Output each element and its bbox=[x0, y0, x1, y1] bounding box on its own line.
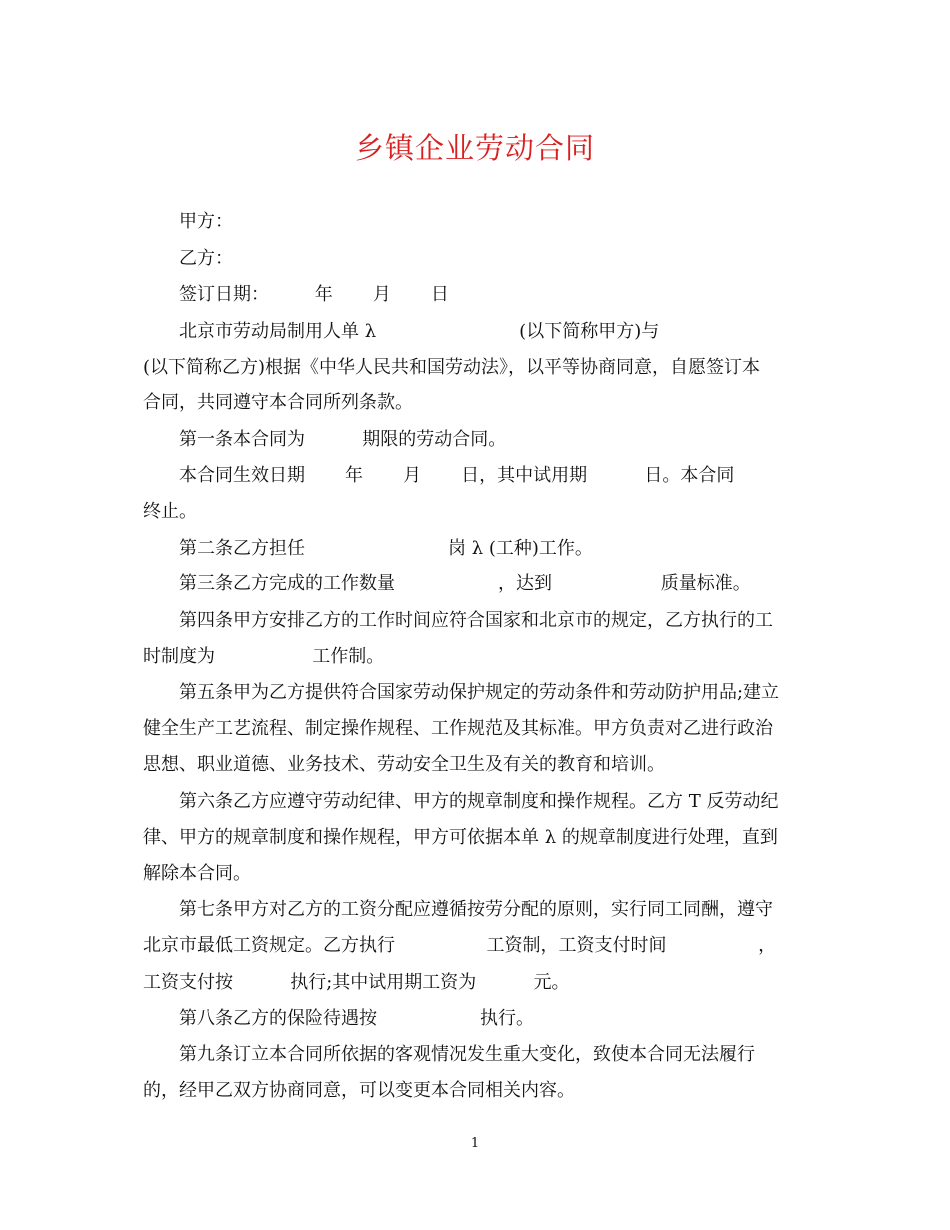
article-7-line: 第七条甲方对乙方的工资分配应遵循按劳分配的原则，实行同工同酬，遵守 bbox=[179, 899, 773, 920]
article-3-line: 第三条乙方完成的工作数量 ，达到 质量标准。 bbox=[179, 573, 751, 594]
article-8-line: 第八条乙方的保险待遇按 执行。 bbox=[179, 1008, 534, 1029]
paragraph-line: 时制度为 工作制。 bbox=[143, 646, 385, 667]
page-number: 1 bbox=[470, 1136, 480, 1151]
article-5-line: 第五条甲为乙方提供符合国家劳动保护规定的劳动条件和劳动防护用品;建立 bbox=[179, 682, 780, 703]
paragraph-line: 北京市劳动局制用人单 λ (以下简称甲方)与 bbox=[179, 321, 660, 342]
paragraph-line: 北京市最低工资规定。乙方执行 工资制，工资支付时间 ， bbox=[143, 935, 777, 956]
paragraph-line: 解除本合同。 bbox=[143, 863, 251, 884]
paragraph-line: 律、甲方的规章制度和操作规程，甲方可依据本单 λ 的规章制度进行处理，直到 bbox=[143, 827, 778, 848]
article-1-line: 第一条本合同为 期限的劳动合同。 bbox=[179, 429, 507, 450]
paragraph-line: 思想、职业道德、业务技术、劳动安全卫生及有关的教育和培训。 bbox=[143, 754, 665, 775]
article-2-line: 第二条乙方担任 岗 λ (工种)工作。 bbox=[179, 538, 593, 559]
party-a-line: 甲方： bbox=[179, 211, 233, 232]
paragraph-line: 工资支付按 执行;其中试用期工资为 元。 bbox=[143, 972, 570, 993]
paragraph-line: (以下简称乙方)根据《中华人民共和国劳动法》，以平等协商同意，自愿签订本 bbox=[143, 357, 761, 378]
document-title: 乡镇企业劳动合同 bbox=[354, 131, 595, 165]
article-9-line: 第九条订立本合同所依据的客观情况发生重大变化，致使本合同无法履行 bbox=[179, 1044, 755, 1065]
party-b-line: 乙方： bbox=[179, 248, 233, 269]
article-4-line: 第四条甲方安排乙方的工作时间应符合国家和北京市的规定，乙方执行的工 bbox=[179, 610, 773, 631]
signing-date-line: 签订日期： 年 月 日 bbox=[179, 284, 449, 305]
paragraph-line: 终止。 bbox=[143, 501, 197, 522]
paragraph-line: 本合同生效日期 年 月 日，其中试用期 日。本合同 bbox=[179, 465, 735, 486]
paragraph-line: 健全生产工艺流程、制定操作规程、工作规范及其标准。甲方负责对乙进行政治 bbox=[143, 718, 773, 739]
article-6-line: 第六条乙方应遵守劳动纪律、甲方的规章制度和操作规程。乙方 Τ 反劳动纪 bbox=[179, 791, 779, 812]
paragraph-line: 的，经甲乙双方协商同意，可以变更本合同相关内容。 bbox=[143, 1080, 575, 1101]
paragraph-line: 合同，共同遵守本合同所列条款。 bbox=[143, 392, 413, 413]
